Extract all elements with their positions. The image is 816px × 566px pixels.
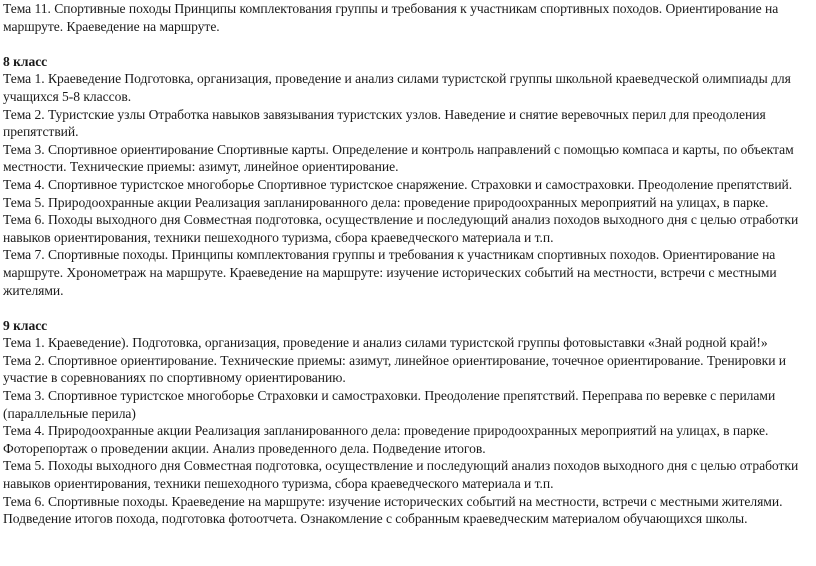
spacer: [3, 299, 813, 317]
grade-8-topic-5: Тема 5. Природоохранные акции Реализация запланированного дела: проведение природоохранных мероприятий на улицах, в парке.: [3, 194, 769, 210]
intro-paragraph: Тема 11. Спортивные походы Принципы комплектования группы и требования к участникам спортивных походов. Ориентирование на маршруте. Краеведение на маршруте.: [3, 1, 779, 34]
grade-8-topic-3: Тема 3. Спортивное ориентирование Спортивные карты. Определение и контроль направлений с помощью компаса и карты, по объектам местности. Технические приемы: азимут, линейное ориентирование.: [3, 141, 794, 175]
grade-8-topic-6: Тема 6. Походы выходного дня Совместная подготовка, осуществление и последующий анализ походов выходного дня с целью отработки навыков ориентирования, техники пешеходного туризма, сбора краеведческого материала и т.п.: [3, 212, 799, 245]
spacer: [3, 35, 813, 53]
grade-8-topic-4: Тема 4. Спортивное туристское многоборье Спортивное туристское снаряжение. Страховки и самостраховки. Преодоление препятствий.: [3, 176, 793, 192]
grade-9-topic-2: Тема 2. Спортивное ориентирование. Технические приемы: азимут, линейное ориентирование, точечное ориентирование. Тренировки и участие в соревнованиях по спортивному ориентированию.: [3, 352, 786, 386]
grade-8-topic-7: Тема 7. Спортивные походы. Принципы комплектования группы и требования к участникам спортивных походов. Ориентирование на маршруте. Хронометраж на маршруте. Краеведение на маршруте: изучение исторических событий на местности, встречи с местными жителями.: [3, 247, 777, 298]
grade-9-topic-5: Тема 5. Походы выходного дня Совместная подготовка, осуществление и последующий анализ походов выходного дня с целью отработки навыков ориентирования, техники пешеходного туризма, сбора краеведческого материала и т.п.: [3, 458, 799, 492]
grade-8-topic-2: Тема 2. Туристские узлы Отработка навыков завязывания туристских узлов. Наведение и снятие веревочных перил для преодоления препятствий.: [3, 106, 766, 140]
grade-9-topic-3: Тема 3. Спортивное туристское многоборье Страховки и самостраховки. Преодоление препятствий. Переправа по веревке с перилами (параллельные перила): [3, 388, 776, 421]
grade-9-topic-4: Тема 4. Природоохранные акции Реализация запланированного дела: проведение природоохранных мероприятий на улицах, в парке. Фоторепортаж о проведении акции. Анализ проведенного дела. Подведение итогов.: [3, 423, 769, 456]
grade-9-topic-6: Тема 6. Спортивные походы. Краеведение на маршруте: изучение исторических событий на местности, встречи с местными жителями. Подведение итогов похода, подготовка фотоотчета. Ознакомление с собранным краеведческим материалом обучающихся школы.: [3, 493, 783, 527]
grade-8-topic-1: Тема 1. Краеведение Подготовка, организация, проведение и анализ силами туристской группы школьной краеведческой олимпиады для учащихся 5-8 классов.: [3, 71, 791, 104]
grade-9-heading: 9 класс: [3, 317, 48, 333]
grade-9-topic-1: Тема 1. Краеведение). Подготовка, организация, проведение и анализ силами туристской группы фотовыставки «Знай родной край!»: [3, 335, 768, 351]
grade-8-heading: 8 класс: [3, 53, 48, 69]
